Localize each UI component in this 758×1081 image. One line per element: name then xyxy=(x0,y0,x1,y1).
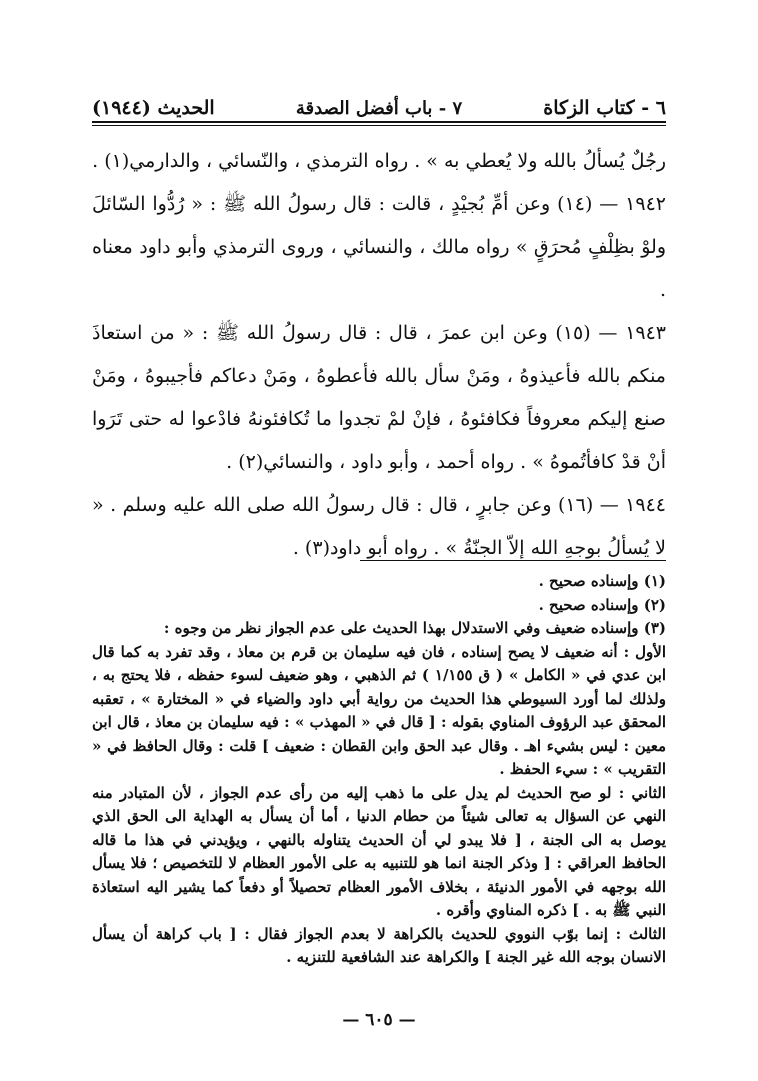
footnote-separator xyxy=(360,560,666,561)
header-hadith-range: الحديث (١٩٤٤) xyxy=(92,97,215,119)
footnotes xyxy=(92,570,666,970)
footnote: (٢) وإسناده صحيح . xyxy=(538,595,666,614)
footnote-paragraph: الثالث : إنما بوّب النووي للحديث بالكراهة لا بعدم الجواز فقال : [ باب كراهة أن يسأل الانسان بوجه الله غير الجنة ] والكراهة عند الشافعية للتنزيه . xyxy=(92,924,666,966)
footnote-paragraph: الثاني : لو صح الحديث لم يدل على ما ذهب إليه من رأى عدم الجواز ، لأن المتبادر منه النهي عن السؤال به تعالى شيئاً من حطام الدنيا ، أما أن يسأل به الهداية الى الحق الذي يوصل به الى الجنة ، [ فلا يبدو لي أن الحديث يتناوله بالنهي ، ويؤيدني في هذا ما قاله الحافظ العراقي : [ وذكر الجنة انما هو للتنبيه به على الأمور العظام لا للتخصيص ؛ فلا يسأل الله بوجهه في الأمور الدنيئة ، بخلاف الأمور العظام تحصيلاً أو دفعاً كما يشير اليه استعاذة النبي ﷺ به . ] ذكره المناوي وأقره . xyxy=(92,783,666,919)
header-rule xyxy=(92,121,666,123)
hadith-paragraph: ١٩٤٣ — (١٥) وعن ابن عمرَ ، قال : قال رسولُ الله ﷺ : « من استعاذَ منكم بالله فأعيذوهُ ، ومَنْ سأل بالله فأعطوهُ ، ومَنْ دعاكم فأجيبوهُ ، ومَنْ صنع إليكم معروفاً فكافئوهُ ، فإنْ لمْ تجدوا ما تُكافئونهُ فادْعوا له حتى تَرَوا أنْ قدْ كافأتُموهُ » . رواه أحمد ، وأبو داود ، والنسائي(٢) . xyxy=(92,322,667,473)
hadith-paragraph: ١٩٤٤ — (١٦) وعن جابرٍ ، قال : قال رسولُ الله صلى الله عليه وسلم . « لا يُسألُ بوجهِ الله إلاّ الجنّةُ » . رواه أبو داود(٣) . xyxy=(92,494,666,559)
page-number: — ٦٠٥ — xyxy=(342,1010,416,1030)
main-text xyxy=(92,140,666,570)
header-rule-thin xyxy=(92,125,666,126)
footnote: (١) وإسناده صحيح . xyxy=(538,572,666,590)
paragraph: رجُلٌ يُسألُ بالله ولا يُعطي به » . رواه الترمذي ، والنّسائي ، والدارمي(١) . xyxy=(92,150,666,172)
header-chapter-title: ٧ - باب أفضل الصدقة xyxy=(295,98,463,119)
hadith-paragraph: ١٩٤٢ — (١٤) وعن أمِّ بُجيْدٍ ، قالت : قال رسولُ الله ﷺ : « رُدُّوا السّائلَ ولوْ بظِلْفٍ مُحرَقٍ » رواه مالك ، والنسائي ، وروى الترمذي وأبو داود معناه . xyxy=(92,193,666,301)
footnote-paragraph: الأول : أنه ضعيف لا يصح إسناده ، فان فيه سليمان بن قرم بن معاذ ، وقد تفرد به كما قال ابن عدي في « الكامل » ( ق ١/١٥٥ ) ثم الذهبي ، وهو ضعيف لسوء حفظه ، فلا يحتج به ، ولذلك لما أورد السيوطي هذا الحديث من رواية أبي داود والضياء في « المختارة » ، تعقبه المحقق عبد الرؤوف المناوي بقوله : [ قال في « المهذب » : فيه سليمان بن معاذ ، قال ابن معين : ليس بشيء اهـ . وقال عبد الحق وابن القطان : ضعيف ] قلت : وقال الحافظ في « التقريب » : سيء الحفظ . xyxy=(92,642,667,778)
running-header xyxy=(92,83,666,119)
header-book-title: ٦ - كتاب الزكاة xyxy=(543,97,666,119)
footnote: (٣) وإسناده ضعيف وفي الاستدلال بهذا الحديث على عدم الجواز نظر من وجوه : xyxy=(163,619,666,637)
